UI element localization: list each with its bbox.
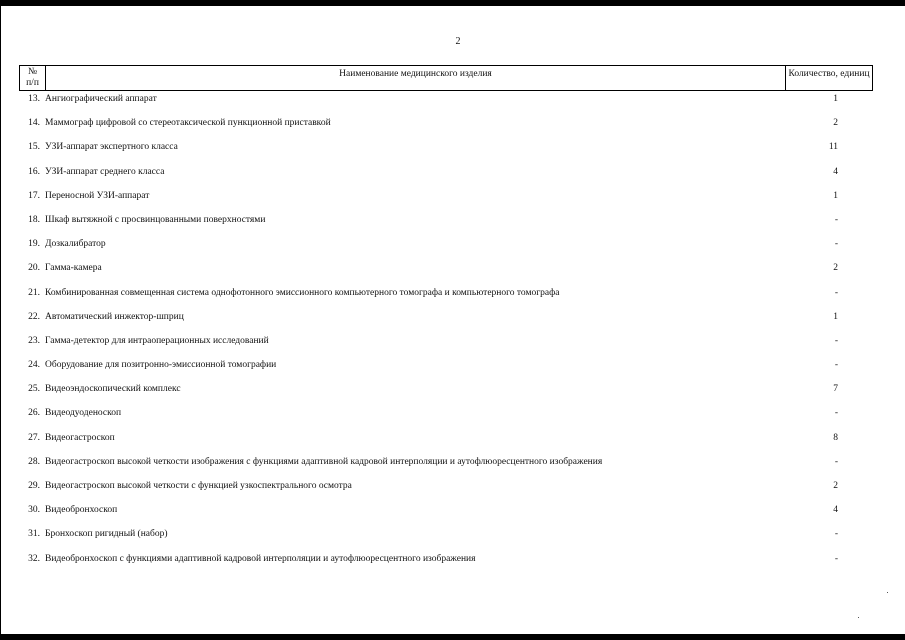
table-row: [19, 550, 873, 574]
header-number-sublabel: п/п: [26, 78, 39, 88]
row-name: Видеоэндоскопический комплекс: [45, 384, 181, 395]
row-name: Гамма-детектор для интраоперационных исследований: [45, 335, 269, 346]
row-number: 20.: [28, 263, 40, 274]
header-number-label: №: [27, 67, 38, 77]
row-name: Видеодуоденоскоп: [45, 408, 122, 419]
row-quantity: -: [834, 335, 838, 346]
page-number: 2: [455, 36, 461, 47]
row-quantity: 2: [833, 481, 838, 491]
row-name: Автоматический инжектор-шприц: [45, 311, 184, 322]
table-row: [19, 404, 873, 428]
header-name-label: Наименование медицинского изделия: [339, 69, 492, 79]
table-row: [19, 114, 873, 138]
table-row: [19, 259, 873, 283]
header-qty-label: Количество, единиц: [788, 69, 870, 79]
row-name: Комбинированная совмещенная система однофотонного эмиссионного компьютерного томографа и компьютерного томографа: [45, 287, 560, 298]
table-row: [19, 380, 873, 404]
row-number: 15.: [28, 142, 40, 153]
header-number-cell: [19, 65, 46, 91]
row-name: Маммограф цифровой со стереотаксической пункционной приставкой: [45, 118, 331, 129]
row-quantity: 1: [833, 190, 838, 201]
table-row: [19, 163, 873, 187]
row-number: 32.: [28, 553, 40, 564]
row-name: Шкаф вытяжной с просвинцованными поверхностями: [45, 214, 266, 225]
table-row: [19, 284, 873, 308]
table-row: [19, 501, 873, 525]
row-number: 27.: [28, 432, 40, 443]
row-quantity: 4: [833, 505, 838, 516]
scan-top-border: [0, 0, 905, 6]
row-name: Видеогастроскоп высокой четкости изображения с функциями адаптивной кадровой интерполяции и аутофлюоресцентного изображения: [45, 456, 603, 467]
scan-left-edge: [0, 6, 1, 634]
table-row: [19, 308, 873, 332]
row-quantity: 2: [833, 263, 838, 274]
scan-speck: [887, 592, 888, 593]
row-quantity: -: [834, 287, 838, 298]
row-number: 16.: [28, 166, 40, 177]
row-number: 28.: [28, 456, 40, 467]
scan-speck: [858, 617, 859, 618]
scan-bottom-border: [0, 634, 905, 640]
row-quantity: -: [834, 408, 838, 419]
row-quantity: 1: [833, 311, 838, 322]
table-row: [19, 525, 873, 549]
table-row: [19, 356, 873, 380]
row-number: 17.: [28, 190, 40, 201]
row-name: Переносной УЗИ-аппарат: [45, 190, 150, 201]
row-name: УЗИ-аппарат экспертного класса: [45, 142, 178, 153]
header-qty-cell: [785, 65, 873, 91]
table-row: [19, 187, 873, 211]
row-number: 26.: [28, 408, 40, 419]
row-name: Видеобронхоскоп с функциями адаптивной кадровой интерполяции и аутофлюоресцентного изображения: [45, 553, 476, 564]
header-name-cell: [45, 65, 786, 91]
table-row: [19, 453, 873, 477]
table-row: [19, 138, 873, 162]
row-quantity: 4: [833, 166, 838, 177]
row-name: Видеогастроскоп: [45, 432, 115, 443]
row-number: 21.: [28, 287, 40, 298]
row-name: УЗИ-аппарат среднего класса: [45, 166, 165, 177]
table-row: [19, 211, 873, 235]
table-row: [19, 332, 873, 356]
row-name: Гамма-камера: [45, 263, 102, 274]
row-quantity: 7: [833, 384, 838, 395]
row-quantity: -: [834, 214, 838, 225]
row-name: Видеобронхоскоп: [45, 505, 118, 516]
row-quantity: -: [834, 529, 838, 540]
row-quantity: -: [834, 239, 838, 250]
row-number: 19.: [28, 239, 40, 250]
row-quantity: 11: [828, 142, 838, 153]
row-quantity: -: [834, 456, 838, 467]
row-quantity: -: [834, 553, 838, 564]
row-name: Видеогастроскоп высокой четкости с функцией узкоспектрального осмотра: [45, 481, 352, 491]
row-number: 24.: [28, 360, 40, 371]
row-number: 23.: [28, 335, 40, 346]
table-row: [19, 235, 873, 259]
row-name: Дозкалибратор: [45, 239, 106, 250]
row-number: 31.: [28, 529, 40, 540]
row-number: 18.: [28, 214, 40, 225]
row-quantity: 2: [833, 118, 838, 129]
row-name: Оборудование для позитронно-эмиссионной томографии: [45, 360, 277, 371]
row-name: Ангиографический аппарат: [45, 94, 157, 104]
row-number: 25.: [28, 384, 40, 395]
row-quantity: -: [834, 360, 838, 371]
row-number: 30.: [28, 505, 40, 516]
row-number: 22.: [28, 311, 40, 322]
table-row: [19, 429, 873, 453]
table-header: [19, 65, 873, 91]
table-body: [19, 90, 873, 574]
row-number: 29.: [28, 481, 40, 491]
row-number: 13.: [28, 94, 40, 104]
row-number: 14.: [28, 118, 40, 129]
row-quantity: 8: [833, 432, 838, 443]
row-quantity: 1: [833, 94, 838, 104]
table-row: [19, 90, 873, 114]
row-name: Бронхоскоп ригидный (набор): [45, 529, 168, 540]
table-row: [19, 477, 873, 501]
